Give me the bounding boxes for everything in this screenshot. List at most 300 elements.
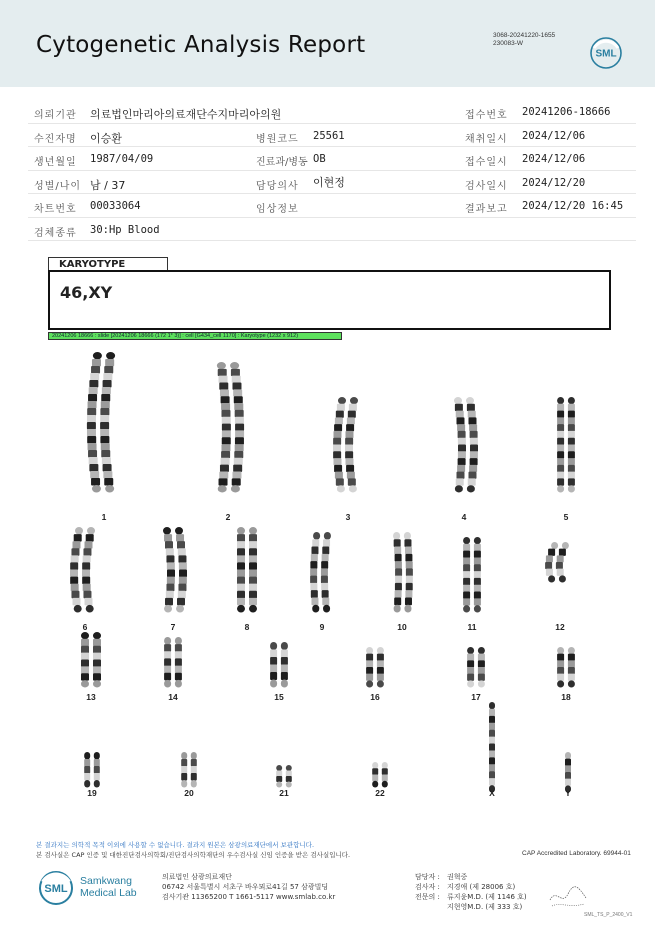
chromosome-label: 8	[244, 622, 250, 632]
chromosome-band	[366, 680, 373, 687]
chromosome-band	[568, 438, 575, 445]
chromosome-band	[92, 359, 101, 367]
chromosome-band	[234, 396, 243, 403]
chromosome-label: 6	[82, 622, 88, 632]
institution-label: 의뢰기관	[34, 110, 77, 121]
chromosome-band	[249, 548, 257, 556]
cap-accreditation: CAP Accredited Laboratory. 69944-01	[522, 850, 631, 857]
chromosome-band	[457, 424, 465, 431]
chromosome-band	[87, 527, 95, 535]
chromosome-band	[276, 771, 282, 777]
chromosome-band	[346, 424, 354, 431]
chromosome-band	[546, 555, 553, 562]
chromosome-band	[93, 660, 101, 667]
staff-name: 권혁중	[447, 873, 468, 881]
staff-line	[415, 892, 527, 902]
chromosome-band	[106, 352, 115, 360]
chromosome-band	[310, 568, 317, 576]
chromosome-band	[470, 438, 478, 445]
chromosome-band	[270, 657, 277, 665]
birth-label: 생년월일	[34, 157, 77, 168]
chromosome-band	[89, 464, 98, 472]
chromosome-pair-10	[393, 532, 413, 632]
chromosome-band	[568, 445, 575, 452]
chromosome-band	[232, 478, 241, 485]
chromosome-band	[474, 551, 481, 558]
chromosome-band	[372, 768, 378, 775]
sex-age-value: 남 / 37	[90, 178, 126, 192]
chromosome-band	[234, 403, 243, 410]
chromosome-band	[237, 598, 245, 606]
chromosome-band	[345, 458, 353, 465]
chromosome-band	[557, 417, 564, 424]
chromosome-band	[249, 591, 257, 599]
chromosome-band	[335, 472, 343, 479]
chromosome-label: 20	[184, 788, 194, 798]
chromosome-band	[84, 766, 90, 774]
chromosome-band	[568, 465, 575, 472]
chromosome-band	[103, 373, 112, 381]
sml-logo-text: SML	[595, 48, 617, 60]
sml-logo-icon	[588, 35, 624, 71]
chromosome-band	[234, 451, 243, 458]
chromosome-band	[469, 465, 477, 472]
chromosome-band	[286, 782, 292, 788]
chromosome-band	[568, 472, 575, 479]
chromosome-label: 18	[561, 692, 571, 702]
report-code-1: 3068-20241220-1655	[493, 32, 556, 39]
chromosome-band	[568, 680, 575, 687]
chromosome-label: 1	[101, 512, 107, 522]
chromosome-band	[468, 478, 476, 485]
staff-name: 류지윤M.D. (제 1146 호)	[447, 893, 527, 901]
chromosome-band	[557, 555, 564, 562]
hospital-code-label: 병원코드	[256, 133, 299, 145]
chromosome-label: Y	[565, 788, 571, 798]
chromosome-band	[478, 674, 485, 681]
chromosome-band	[71, 555, 79, 563]
footer-address	[162, 872, 335, 902]
chromosome-band	[276, 782, 282, 788]
chromosome-band	[70, 577, 78, 585]
chromosome-band	[489, 716, 495, 723]
chromosome-band	[178, 548, 186, 556]
chromosome-band	[489, 702, 495, 709]
chromosome-band	[281, 680, 288, 688]
chromosome-band	[89, 457, 98, 465]
chromosome-band	[281, 672, 288, 680]
chromosome-band	[568, 647, 575, 654]
chromosome-label: 13	[86, 692, 96, 702]
chromosome-band	[463, 585, 470, 592]
chromosome-band	[372, 775, 378, 782]
chromosome-band	[270, 672, 277, 680]
chromosome-band	[105, 485, 114, 493]
chromosome-band	[178, 555, 186, 563]
dept-value: OB	[313, 153, 326, 165]
chromosome-band	[191, 766, 197, 774]
chromosome-band	[232, 383, 241, 390]
footer-lab-name-2: Medical Lab	[80, 887, 137, 899]
chromosome-band	[93, 673, 101, 680]
chromosome-band	[406, 568, 413, 576]
signature-icon	[548, 880, 588, 910]
chromosome-band	[568, 431, 575, 438]
chromosome-band	[219, 376, 228, 383]
chromosome-band	[463, 592, 470, 599]
chromosome-band	[177, 598, 185, 606]
chromosome-band	[382, 762, 388, 769]
collection-date-label: 채취일시	[465, 133, 508, 145]
chromosome-label: 15	[274, 692, 284, 702]
chromosome-band	[102, 457, 111, 465]
chromosome-band	[557, 569, 564, 576]
chromosome-band	[469, 424, 477, 431]
chromosome-band	[457, 465, 465, 472]
chromosome-band	[81, 646, 89, 653]
chromosome-pair-4	[454, 397, 478, 522]
chromosome-band	[474, 598, 481, 605]
chromosome-band	[395, 576, 402, 584]
chromosome-band	[313, 532, 320, 540]
chromosome-band	[395, 590, 402, 598]
name-label: 수진자명	[34, 133, 77, 145]
chromosome-band	[249, 577, 257, 585]
chromosome-band	[270, 680, 277, 688]
chromosome-band	[394, 597, 401, 605]
chromosome-band	[165, 598, 173, 606]
staff-line	[415, 872, 527, 882]
chromosome-pair-X	[489, 702, 495, 798]
chromosome-band	[489, 764, 495, 771]
chromosome-label: 3	[345, 512, 351, 522]
chromosome-band	[70, 562, 78, 570]
chromosome-pair-15	[270, 642, 288, 702]
chromosome-band	[81, 673, 89, 680]
chromosome-band	[557, 667, 564, 674]
chromosome-band	[557, 411, 564, 418]
chromosome-label: X	[489, 788, 495, 798]
chromosome-band	[456, 472, 464, 479]
chromosome-band	[568, 417, 575, 424]
hospital-code-value: 25561	[313, 129, 345, 142]
chromosome-band	[394, 605, 401, 613]
chromosome-band	[568, 411, 575, 418]
chromosome-band	[101, 401, 110, 409]
chromosome-band	[458, 445, 466, 452]
chromosome-band	[237, 548, 245, 556]
chromosome-band	[557, 431, 564, 438]
doctor-label: 담당의사	[256, 180, 299, 192]
samkwang-logo-icon	[36, 866, 80, 910]
chromosome-band	[489, 730, 495, 737]
chromosome-band	[286, 776, 292, 782]
chromosome-band	[404, 605, 411, 613]
chromosome-band	[237, 527, 245, 535]
chromosome-band	[568, 660, 575, 667]
chromosome-label: 5	[563, 512, 569, 522]
chromosome-band	[557, 404, 564, 411]
chromosome-band	[249, 555, 257, 563]
chromosome-band	[322, 590, 329, 598]
chromosome-band	[164, 666, 171, 674]
chromosome-band	[557, 478, 564, 485]
chromosome-band	[559, 549, 566, 556]
chromosome-band	[164, 680, 171, 688]
chromosome-pair-2	[217, 362, 244, 522]
chromosome-band	[81, 680, 89, 687]
chromosome-band	[489, 750, 495, 757]
specimen-label: 검체종류	[34, 227, 77, 239]
chromosome-pair-18	[557, 647, 575, 702]
chromosome-pair-19	[84, 752, 100, 798]
chromosome-band	[164, 637, 171, 645]
chromosome-band	[474, 564, 481, 571]
chromosome-band	[91, 478, 100, 486]
chromosome-band	[349, 404, 357, 411]
chromosome-label: 21	[279, 788, 289, 798]
chromosome-band	[468, 411, 476, 418]
chromosome-band	[474, 571, 481, 578]
chromosome-band	[470, 451, 478, 458]
chromosome-band	[276, 776, 282, 782]
chromosome-pair-13	[81, 632, 101, 702]
chromosome-band	[103, 471, 112, 479]
chromosome-band	[177, 541, 185, 549]
chromosome-band	[84, 759, 90, 767]
chromosome-band	[217, 362, 226, 369]
staff-name: 지경애 (제 28006 호)	[447, 883, 516, 891]
chromosome-band	[175, 658, 182, 666]
chromosome-band	[219, 478, 228, 485]
chromosome-band	[394, 547, 401, 555]
chromosome-band	[93, 632, 101, 639]
chromosome-band	[93, 653, 101, 660]
info-row	[28, 171, 636, 195]
chromosome-band	[335, 417, 343, 424]
chromosome-band	[311, 590, 318, 598]
chart-no-label: 차트번호	[34, 204, 77, 215]
chromosome-band	[81, 632, 89, 639]
chromosome-band	[88, 443, 97, 451]
doctor-value: 이현정	[313, 175, 345, 189]
chromosome-band	[568, 674, 575, 681]
chromosome-band	[175, 666, 182, 674]
chromosome-band	[322, 554, 329, 562]
chromosome-band	[404, 532, 411, 540]
info-row	[28, 124, 636, 148]
chromosome-band	[470, 458, 478, 465]
chromosome-band	[377, 667, 384, 674]
chromosome-band	[312, 539, 319, 547]
chromosome-band	[93, 680, 101, 687]
chromosome-band	[557, 397, 564, 404]
chromosome-band	[334, 465, 342, 472]
chromosome-band	[310, 561, 317, 569]
chromosome-band	[455, 485, 463, 492]
birth-value: 1987/04/09	[90, 153, 154, 165]
test-date-label: 검사일시	[465, 180, 508, 192]
chromosome-band	[395, 554, 402, 562]
chromosome-band	[175, 673, 182, 681]
footer-logo-text: SML	[44, 883, 68, 895]
chromosome-band	[377, 680, 384, 687]
chromosome-band	[568, 397, 575, 404]
report-header	[0, 0, 655, 87]
info-row	[28, 100, 636, 124]
chart-no-value: 00033064	[90, 200, 141, 212]
karyogram-chromosomes	[40, 342, 620, 802]
chromosome-band	[163, 527, 171, 535]
chromosome-band	[337, 404, 345, 411]
karyogram-caption: 20241206 18666 : slide [20241206 18666 (172 1* 3)] : cell [G434_cell 1170] : Karyotype (1232 x 912)	[48, 332, 342, 340]
chromosome-band	[568, 451, 575, 458]
chromosome-band	[237, 577, 245, 585]
chromosome-band	[463, 557, 470, 564]
chromosome-band	[336, 411, 344, 418]
chromosome-band	[164, 658, 171, 666]
chromosome-label: 9	[319, 622, 325, 632]
chromosome-band	[164, 651, 171, 659]
chromosome-label: 10	[397, 622, 407, 632]
chromosome-band	[235, 417, 244, 424]
chromosome-band	[454, 397, 462, 404]
collection-date-value: 2024/12/06	[522, 129, 586, 142]
footer-address-line: 06742 서울특별시 서초구 바우뫼로41길 57 삼광빌딩	[162, 883, 329, 891]
chromosome-band	[474, 537, 481, 544]
chromosome-band	[219, 471, 228, 478]
chromosome-band	[366, 674, 373, 681]
info-row	[28, 147, 636, 171]
chromosome-band	[333, 458, 341, 465]
chromosome-band	[556, 562, 563, 569]
chromosome-band	[104, 366, 113, 374]
chromosome-pair-12	[545, 542, 569, 632]
chromosome-band	[270, 642, 277, 650]
chromosome-band	[175, 637, 182, 645]
chromosome-band	[377, 674, 384, 681]
chromosome-band	[489, 771, 495, 778]
chromosome-band	[235, 437, 244, 444]
chromosome-band	[94, 773, 100, 781]
chromosome-band	[103, 380, 112, 388]
chromosome-band	[181, 780, 187, 788]
chromosome-band	[395, 568, 402, 576]
chromosome-band	[181, 766, 187, 774]
chromosome-band	[456, 417, 464, 424]
chromosome-band	[333, 431, 341, 438]
chromosome-label: 11	[467, 622, 477, 632]
chromosome-band	[93, 639, 101, 646]
specimen-value: 30:Hp Blood	[90, 223, 160, 236]
chromosome-band	[382, 775, 388, 782]
chromosome-band	[237, 562, 245, 570]
chromosome-band	[237, 534, 245, 542]
chromosome-band	[167, 577, 175, 585]
chromosome-band	[235, 430, 244, 437]
info-row	[28, 218, 636, 242]
chromosome-band	[366, 667, 373, 674]
chromosome-band	[372, 781, 378, 788]
chromosome-band	[489, 723, 495, 730]
chromosome-band	[249, 527, 257, 535]
chromosome-band	[74, 605, 82, 613]
chromosome-band	[90, 471, 99, 479]
chromosome-band	[89, 387, 98, 395]
chromosome-band	[463, 551, 470, 558]
chromosome-pair-11	[463, 537, 481, 632]
chromosome-band	[474, 578, 481, 585]
chromosome-band	[405, 547, 412, 555]
chromosome-label: 7	[170, 622, 176, 632]
chromosome-band	[101, 450, 110, 458]
chromosome-band	[166, 548, 174, 556]
chromosome-band	[557, 424, 564, 431]
chromosome-band	[218, 485, 227, 492]
chromosome-pair-22	[372, 762, 388, 798]
chromosome-band	[179, 562, 187, 570]
chromosome-label: 4	[461, 512, 467, 522]
chromosome-band	[83, 548, 91, 556]
chromosome-band	[87, 436, 96, 444]
chromosome-band	[88, 394, 97, 402]
chromosome-band	[321, 568, 328, 576]
chromosome-band	[100, 436, 109, 444]
chromosome-band	[310, 583, 317, 591]
chromosome-band	[221, 451, 230, 458]
chromosome-band	[557, 472, 564, 479]
chromosome-band	[321, 583, 328, 591]
chromosome-band	[322, 547, 329, 555]
chromosome-band	[235, 444, 244, 451]
chromosome-band	[458, 438, 466, 445]
chromosome-band	[345, 438, 353, 445]
karyotype-result-box	[48, 270, 611, 330]
chromosome-band	[88, 450, 97, 458]
chromosome-band	[83, 584, 91, 592]
chromosome-band	[348, 478, 356, 485]
chromosome-band	[220, 389, 229, 396]
chromosome-band	[474, 585, 481, 592]
footer-notice-2: 본 검사실은 CAP 인증 및 대한진단검사의학회/진단검사의학재단의 우수검사실 신임 인증을 받은 검사실입니다.	[36, 851, 351, 859]
chromosome-band	[87, 429, 96, 437]
chromosome-band	[179, 577, 187, 585]
chromosome-band	[337, 485, 345, 492]
chromosome-pair-17	[467, 647, 485, 702]
chromosome-band	[565, 772, 571, 779]
report-date-value: 2024/12/20 16:45	[522, 200, 624, 212]
footer-org: 의료법인 삼광의료재단	[162, 873, 232, 881]
karyotype-tab: KARYOTYPE	[48, 257, 168, 271]
chromosome-band	[348, 411, 356, 418]
receipt-date-value: 2024/12/06	[522, 153, 586, 165]
chromosome-band	[468, 472, 476, 479]
chromosome-band	[81, 639, 89, 646]
chromosome-band	[81, 653, 89, 660]
chromosome-band	[478, 654, 485, 661]
chromosome-band	[377, 647, 384, 654]
chromosome-band	[100, 415, 109, 423]
chromosome-pair-9	[310, 532, 331, 632]
chromosome-band	[338, 397, 346, 404]
chromosome-band	[83, 555, 91, 563]
footer-notice-1: 본 결과지는 의학적 목적 이외에 사용할 수 없습니다. 결과지 원본은 삼광의료재단에서 보관합니다.	[36, 841, 315, 849]
chromosome-band	[463, 564, 470, 571]
chromosome-band	[249, 562, 257, 570]
chromosome-pair-21	[276, 765, 292, 798]
chromosome-pair-8	[237, 527, 257, 632]
chromosome-band	[84, 752, 90, 760]
